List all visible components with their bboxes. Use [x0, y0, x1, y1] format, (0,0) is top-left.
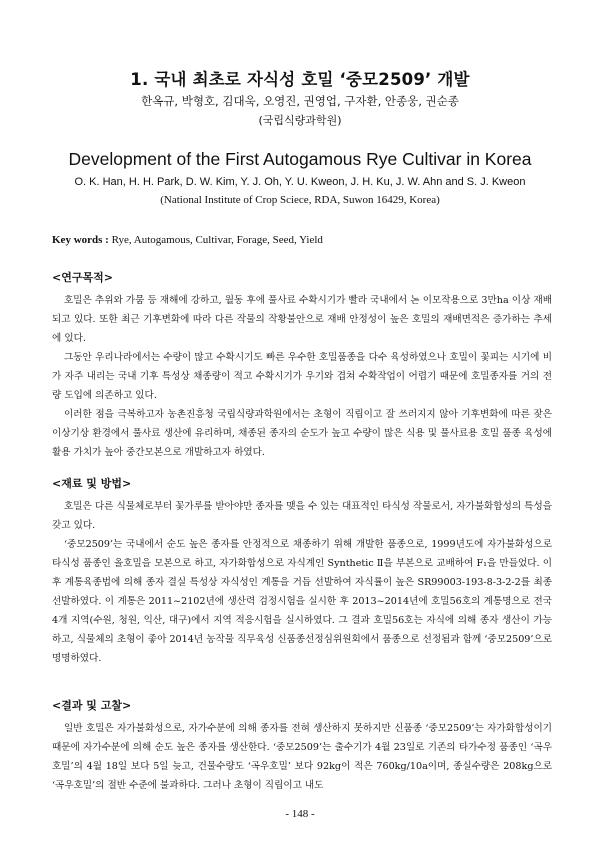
section-heading: <결과 및 고찰>: [52, 699, 132, 712]
korean-affiliation: (국립식량과학원): [258, 114, 342, 127]
paragraph: ‘중모2509’는 국내에서 순도 높은 종자를 안정적으로 채종하기 위해 개발한 품종으로, 1999년도에 자가불화성으로 타식성 품종인 올호밀을 모본으로 하고, 자가화합성으로 자식계인 Synthetic Ⅱ을 부본으로 교배하여 F₁을 만들었다. 이후 계통육종법에 의해 종자 결실 특성상 자식성인 계통을 거듭 선발하여 자식률이 높은 SR99003-193-8-3-2-2를 최종 선발하였다. 이 계통은 2011~2102년에 생산력 검정시험을 실시한 후 2013~2014년에 호밀56호의 계통명으로 전국 4개 지역(수원, 청원, 익산, 대구)에서 지역 적응시험을 실시하였다. 그 결과 호밀56호는 자식에 의해 종자 생산이 가능하고, 식물체의 초형이 좋아 2014년 농작물 직무육성 신품종선정심위원회에서 품종으로 선정됨과 함께 ‘중모2509’으로 명명하였다.: [52, 539, 552, 664]
paragraph: 이러한 점을 극복하고자 농촌진흥청 국립식량과학원에서는 초형이 직립이고 잘 쓰러지지 않아 기후변화에 따른 잦은 이상기상 환경에서 풀사료 생산에 유리하며, 채종된 종자의 순도가 높고 수량이 많은 식용 및 풀사료용 호밀 품종 육성에 활용 가치가 높아 중간모본으로 개발하고자 하였다.: [52, 409, 552, 458]
korean-authors: 한옥규, 박형호, 김대욱, 오영진, 권영업, 구자환, 안종웅, 권순종: [141, 94, 459, 108]
section-results: [52, 698, 552, 795]
paragraph: 호밀은 다른 식물체로부터 꽃가루를 받아야만 종자를 맺을 수 있는 대표적인 타식성 작물로서, 자가불화합성의 특성을 갖고 있다.: [52, 501, 552, 531]
keywords-list: Rye, Autogamous, Cultivar, Forage, Seed, Yield: [111, 234, 323, 246]
keywords-label: Key words :: [52, 234, 109, 246]
paragraph: 호밀은 추위와 가뭄 등 재해에 강하고, 월동 후에 풀사료 수확시기가 빨라 국내에서 논 이모작용으로 3만ha 이상 재배되고 있다. 또한 최근 기후변화에 따라 다른 작물의 작황불안으로 재배 안정성이 높은 호밀의 재배면적은 증가하는 추세에 있다.: [52, 295, 552, 344]
section-heading: <재료 및 방법>: [52, 477, 132, 490]
english-title: Development of the First Autogamous Rye Cultivar in Korea: [68, 149, 532, 169]
paragraph: 그동안 우리나라에서는 수량이 많고 수확시기도 빠른 우수한 호밀품종을 다수 육성하였으나 호밀이 꽃피는 시기에 비가 자주 내리는 국내 기후 특성상 채종량이 적고 수확시기가 우기와 겹쳐 수확작업이 어렵기 때문에 호밀종자를 거의 전량 도입에 의존하고 있다.: [52, 352, 552, 401]
page-number: - 148 -: [285, 808, 315, 820]
english-authors: O. K. Han, H. H. Park, D. W. Kim, Y. J. Oh, Y. U. Kweon, J. H. Ku, J. W. Ahn and S. J. Kweon: [74, 176, 526, 188]
section-methods: [52, 476, 552, 668]
section-purpose: [52, 270, 552, 462]
korean-title: 1. 국내 최초로 자식성 호밀 ‘중모2509’ 개발: [130, 70, 470, 89]
section-heading: <연구목적>: [52, 271, 113, 284]
paragraph: 일반 호밀은 자가불화성으로, 자가수분에 의해 종자를 전혀 생산하지 못하지만 신품종 ‘중모2509’는 자가화합성이기 때문에 자가수분에 의해 순도 높은 종자를 생산한다. ‘중모2509’는 출수기가 4월 23일로 기존의 타가수정 품종인 ‘곡우호밀’의 4월 18일 보다 5일 늦고, 건물수량도 ‘곡우호밀’ 보다 92kg이 적은 760kg/10a이며, 종실수량은 208kg으로 ‘곡우호밀’의 절반 수준에 불과하다. 그러나 초형이 직립이고 내도: [52, 723, 552, 791]
english-affiliation: (National Institute of Crop Sciece, RDA, Suwon 16429, Korea): [160, 194, 440, 206]
keywords: [52, 234, 552, 246]
